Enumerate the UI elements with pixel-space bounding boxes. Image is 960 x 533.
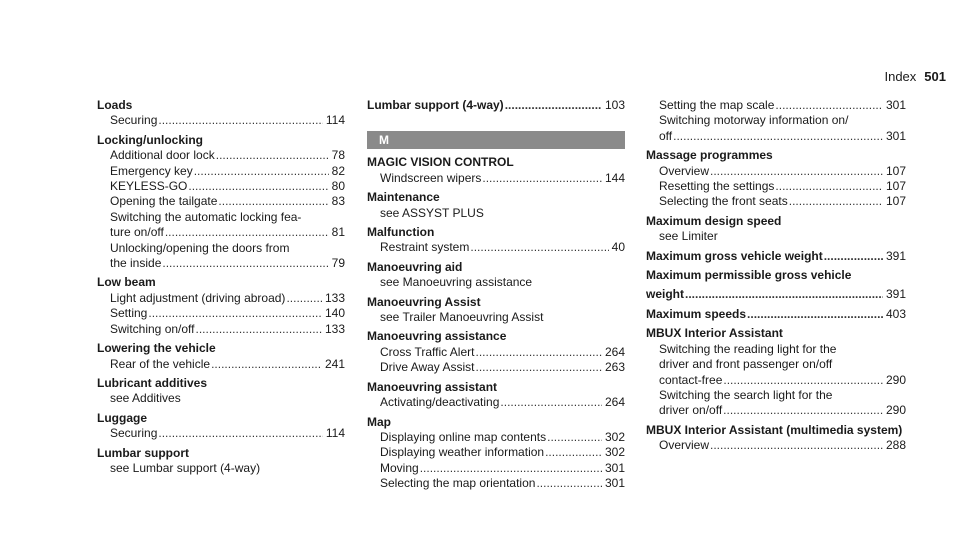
index-subentry: Switching the reading light for the <box>659 341 837 356</box>
index-term[interactable]: Maximum permissible gross vehicle <box>646 268 852 283</box>
index-subentry[interactable] <box>646 438 906 453</box>
index-term[interactable]: Lubricant additives <box>97 375 208 390</box>
leader-dots <box>775 98 883 113</box>
index-subentry: Switching the automatic locking fea- <box>110 209 302 224</box>
index-entry <box>367 190 625 221</box>
page-ref[interactable]: 80 <box>331 179 345 194</box>
index-subentry[interactable] <box>646 194 906 209</box>
page-ref[interactable]: 81 <box>331 225 345 240</box>
subentry-text: Securing <box>110 113 158 128</box>
leader-dots <box>158 426 322 441</box>
index-term[interactable]: Maintenance <box>367 190 440 205</box>
index-subentry[interactable] <box>97 194 345 209</box>
index-term[interactable]: Locking/unlocking <box>97 132 204 147</box>
subentry-text: Resetting the settings <box>659 179 775 194</box>
index-subentry: Unlocking/opening the doors from <box>110 240 290 255</box>
subentry-text: Selecting the front seats <box>659 194 788 209</box>
index-entry <box>367 225 625 256</box>
index-entry <box>646 326 906 418</box>
index-entry <box>367 260 625 291</box>
leader-dots <box>470 240 608 255</box>
index-entry <box>646 148 906 210</box>
index-subentry: see Additives <box>110 391 181 406</box>
leader-dots <box>482 171 602 186</box>
page-ref[interactable]: 302 <box>604 429 625 444</box>
index-term[interactable]: Malfunction <box>367 225 435 240</box>
subentry-text: off <box>659 128 673 143</box>
index-term[interactable] <box>646 249 906 264</box>
index-term[interactable] <box>367 98 625 113</box>
index-subentry[interactable] <box>646 373 906 388</box>
header-label: Index <box>884 69 917 84</box>
page-ref[interactable]: 290 <box>885 403 906 418</box>
index-subentry: driver and front passenger on/off <box>659 357 833 372</box>
subentry-text: Setting <box>110 306 148 321</box>
index-subentry[interactable] <box>367 171 625 186</box>
leader-dots <box>286 291 322 306</box>
page-ref[interactable]: 83 <box>331 194 345 209</box>
index-entry <box>646 287 906 302</box>
leader-dots <box>194 164 329 179</box>
index-subentry[interactable] <box>97 179 345 194</box>
page-ref[interactable]: 391 <box>885 248 906 263</box>
subentry-text: Opening the tailgate <box>110 194 218 209</box>
subentry-text: Overview <box>659 163 710 178</box>
index-subentry[interactable] <box>97 291 345 306</box>
subentry-text: ture on/off <box>110 225 164 240</box>
index-subentry[interactable] <box>97 256 345 271</box>
leader-dots <box>723 373 883 388</box>
index-term-text: weight <box>646 287 684 302</box>
page-ref[interactable]: 103 <box>604 98 625 112</box>
index-subentry[interactable] <box>97 306 345 321</box>
page-ref[interactable]: 241 <box>324 356 345 371</box>
page-ref[interactable]: 288 <box>885 438 906 453</box>
page-ref[interactable]: 107 <box>885 194 906 209</box>
leader-dots <box>196 322 322 337</box>
index-entry <box>97 446 345 477</box>
page-ref[interactable]: 263 <box>604 360 625 375</box>
leader-dots <box>673 129 883 144</box>
leader-dots <box>500 395 602 410</box>
subentry-text: Activating/deactivating <box>380 395 500 410</box>
index-subentry[interactable] <box>646 403 906 418</box>
index-subentry[interactable] <box>97 357 345 372</box>
index-term[interactable]: Lumbar support <box>97 445 189 460</box>
subentry-text: the inside <box>110 256 162 271</box>
index-term[interactable]: Manoeuvring Assist <box>367 294 481 309</box>
index-entry <box>97 341 345 372</box>
page-ref[interactable]: 133 <box>324 321 345 336</box>
page-ref[interactable]: 40 <box>611 240 625 255</box>
leader-dots <box>547 430 602 445</box>
index-entry <box>97 275 345 337</box>
index-subentry[interactable] <box>646 129 906 144</box>
index-entry <box>367 98 625 113</box>
page-ref[interactable]: 140 <box>324 306 345 321</box>
leader-dots <box>747 307 883 322</box>
subentry-text: Emergency key <box>110 163 193 178</box>
leader-dots <box>211 357 322 372</box>
index-subentry[interactable] <box>646 179 906 194</box>
leader-dots <box>165 225 329 240</box>
page-ref[interactable]: 301 <box>885 98 906 112</box>
page-ref[interactable]: 107 <box>885 179 906 194</box>
leader-dots <box>216 148 329 163</box>
index-column-1 <box>97 98 345 480</box>
leader-dots <box>505 98 602 113</box>
index-subentry[interactable] <box>646 164 906 179</box>
page-ref[interactable]: 264 <box>604 395 625 410</box>
index-subentry[interactable] <box>97 113 345 128</box>
leader-dots <box>824 249 883 264</box>
index-subentry[interactable] <box>97 148 345 163</box>
page-ref[interactable]: 79 <box>331 256 345 271</box>
subentry-text: contact-free <box>659 372 723 387</box>
index-entry <box>646 98 906 144</box>
index-entry <box>367 415 625 492</box>
index-term[interactable] <box>646 287 906 302</box>
subentry-text: Setting the map scale <box>659 98 775 112</box>
page-ref[interactable]: 301 <box>604 476 625 491</box>
page-ref[interactable]: 264 <box>604 344 625 359</box>
subentry-text: Moving <box>380 460 419 475</box>
subentry-text: Restraint system <box>380 240 470 255</box>
subentry-text: Overview <box>659 438 710 453</box>
page-ref[interactable]: 114 <box>325 426 345 441</box>
index-subentry[interactable] <box>367 430 625 445</box>
leader-dots <box>475 345 601 360</box>
index-subentry: Switching the search light for the <box>659 387 833 402</box>
index-subentry[interactable] <box>367 345 625 360</box>
index-term[interactable]: Manoeuvring aid <box>367 259 463 274</box>
page-ref[interactable]: 403 <box>885 306 906 321</box>
page-ref[interactable]: 144 <box>604 170 625 185</box>
index-subentry[interactable] <box>367 240 625 255</box>
index-subentry[interactable] <box>97 322 345 337</box>
index-term[interactable]: Low beam <box>97 275 156 290</box>
leader-dots <box>188 179 328 194</box>
index-term[interactable]: Luggage <box>97 410 147 425</box>
leader-dots <box>148 306 322 321</box>
index-term[interactable]: MBUX Interior Assistant (multimedia system) <box>646 422 903 437</box>
leader-dots <box>710 438 883 453</box>
index-subentry[interactable] <box>367 395 625 410</box>
leader-dots <box>775 179 883 194</box>
index-entry <box>367 155 625 186</box>
leader-dots <box>162 256 328 271</box>
leader-dots <box>475 360 601 375</box>
index-column-2 <box>367 98 625 496</box>
page-ref[interactable]: 391 <box>885 287 906 302</box>
index-term[interactable]: Map <box>367 414 391 429</box>
page-ref[interactable]: 301 <box>604 460 625 475</box>
leader-dots <box>536 476 602 491</box>
index-term[interactable]: Lowering the vehicle <box>97 341 216 356</box>
index-subentry: see Limiter <box>659 229 718 244</box>
subentry-text: KEYLESS-GO <box>110 179 188 194</box>
leader-dots <box>789 194 883 209</box>
index-subentry[interactable] <box>646 98 906 113</box>
page-number: 501 <box>924 69 946 84</box>
index-subentry[interactable] <box>97 164 345 179</box>
index-term[interactable]: Manoeuvring assistant <box>367 379 498 394</box>
index-subentry: see Trailer Manoeuvring Assist <box>380 310 544 325</box>
subentry-text: Rear of the vehicle <box>110 356 211 371</box>
leader-dots <box>710 164 883 179</box>
subentry-text: Light adjustment (driving abroad) <box>110 290 286 305</box>
page-ref[interactable]: 114 <box>325 113 345 128</box>
index-subentry[interactable] <box>97 225 345 240</box>
index-entry <box>646 268 906 283</box>
subentry-text: Displaying weather information <box>380 445 545 460</box>
page-ref[interactable]: 301 <box>885 128 906 143</box>
subentry-text: Displaying online map contents <box>380 429 547 444</box>
index-entry <box>97 98 345 129</box>
index-entry <box>367 380 625 411</box>
page-ref[interactable]: 290 <box>885 372 906 387</box>
index-subentry: see ASSYST PLUS <box>380 205 484 220</box>
subentry-text: Additional door lock <box>110 148 215 163</box>
leader-dots <box>685 287 883 302</box>
section-letter-bar: M <box>367 131 625 149</box>
index-column-3 <box>646 98 906 458</box>
leader-dots <box>158 113 322 128</box>
page-ref[interactable]: 107 <box>885 163 906 178</box>
index-entry <box>367 295 625 326</box>
index-term[interactable] <box>646 307 906 322</box>
index-term[interactable]: Maximum design speed <box>646 213 782 228</box>
index-entry <box>646 249 906 264</box>
index-entry <box>97 133 345 272</box>
leader-dots <box>723 403 883 418</box>
index-term[interactable]: Loads <box>97 98 133 112</box>
index-term[interactable]: Manoeuvring assistance <box>367 329 507 344</box>
index-term-text: Lumbar support (4-way) <box>367 98 504 112</box>
index-subentry: see Manoeuvring assistance <box>380 275 533 290</box>
page-ref[interactable]: 78 <box>331 148 345 163</box>
subentry-text: Drive Away Assist <box>380 360 475 375</box>
index-entry <box>97 376 345 407</box>
index-subentry: Switching motorway information on/ <box>659 113 849 128</box>
leader-dots <box>218 194 328 209</box>
leader-dots <box>545 445 602 460</box>
page-ref[interactable]: 133 <box>324 290 345 305</box>
subentry-text: driver on/off <box>659 403 723 418</box>
index-entry <box>646 423 906 454</box>
index-term-text: Maximum speeds <box>646 306 747 321</box>
page-ref[interactable]: 302 <box>604 445 625 460</box>
page-header <box>884 69 946 84</box>
subentry-text: Securing <box>110 426 158 441</box>
index-term[interactable]: MBUX Interior Assistant <box>646 326 783 341</box>
subentry-text: Cross Traffic Alert <box>380 344 475 359</box>
subentry-text: Windscreen wipers <box>380 170 482 185</box>
subentry-text: Selecting the map orientation <box>380 476 536 491</box>
index-subentry[interactable] <box>97 426 345 441</box>
index-term-text: Maximum gross vehicle weight <box>646 248 823 263</box>
subentry-text: Switching on/off <box>110 321 195 336</box>
index-entry <box>97 411 345 442</box>
index-subentry: see Lumbar support (4-way) <box>110 460 261 475</box>
index-subentry[interactable] <box>367 461 625 476</box>
index-term[interactable]: MAGIC VISION CONTROL <box>367 155 514 170</box>
index-term[interactable]: Massage programmes <box>646 148 773 163</box>
index-subentry[interactable] <box>367 360 625 375</box>
index-entry <box>367 329 625 375</box>
index-subentry[interactable] <box>367 476 625 491</box>
leader-dots <box>420 461 602 476</box>
index-subentry[interactable] <box>367 445 625 460</box>
page-ref[interactable]: 82 <box>331 163 345 178</box>
index-entry <box>646 307 906 322</box>
index-entry <box>646 214 906 245</box>
